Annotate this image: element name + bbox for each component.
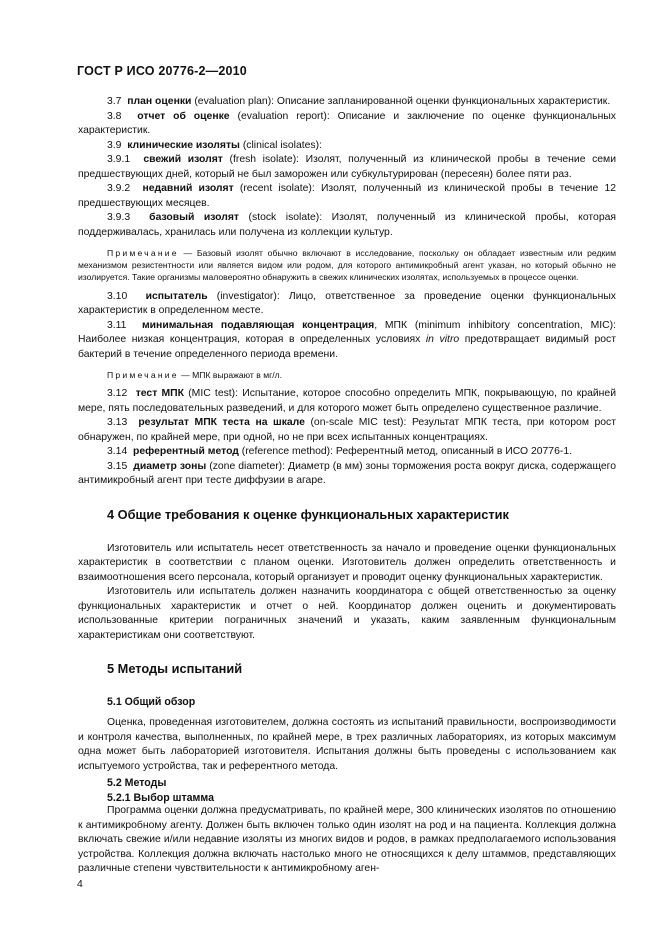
term: референтный метод xyxy=(133,446,239,458)
subsection-5-1-text: Оценка, проведенная изготовителем, должна состоять из испытаний правильности, воспроизводимости и контроля качества, выполненных, по крайней мере, в трех различных лабораториях, из которых максимум одна может быть лабораторией изготовителя. Испытания должны быть проведены с использованием как испытуемого устройства, так и референтного метода. xyxy=(78,717,616,772)
definition-3-10: 3.10 испытатель (investigator): Лицо, ответственное за проведение оценки функциональных характеристик в определенном месте. xyxy=(78,290,616,317)
subsection-5-2-1-text: Программа оценки должна предусматривать, по крайней мере, 300 клинических изолятов по отношению к антимикробному агенту. Должен быть включен только один изолят на род и на пациента. Коллекция должна включать свежие и/или недавние изоляты из многих видов и родов, в рамках предполагаемого использования устройства. Коллекция должна включать настолько много не относящихся к делу штаммов, представляющих различные степени чувствительности к антимикробному аген- xyxy=(78,805,616,875)
term: базовый изолят xyxy=(149,212,240,223)
note-label: Примечание xyxy=(107,248,179,258)
definition-3-7: 3.7 план оценки (evaluation plan): Описание запланированной оценки функциональных характеристик. xyxy=(107,96,611,107)
definition-3-12: 3.12 тест МПК (MIC test): Испытание, которое способно определить МПК, покрывающую, по крайней мере, пять последовательных разведений, и для которого может быть определено существенное различие. xyxy=(78,388,617,414)
definition-3-9-3: 3.9.3 базовый изолят (stock isolate): Изолят, полученный из клинической пробы, которая поддерживалась, хранилась или получена из коллекции культур. xyxy=(78,212,617,238)
term: отчет об оценке xyxy=(137,110,230,122)
term: свежий изолят xyxy=(143,154,223,165)
section-4-heading: 4 Общие требования к оценке функциональных характеристик xyxy=(107,506,509,522)
definition-3-9-2: 3.9.2 недавний изолят (recent isolate): Изолят, полученный из клинической пробы в течение 12 предшествующих месяцев. xyxy=(78,183,617,209)
term: клинические изоляты xyxy=(127,139,240,151)
note-label: Примечание xyxy=(107,370,179,381)
definition-3-8: 3.8 отчет об оценке (evaluation report): Описание и заключение по оценке функциональных характеристик. xyxy=(78,110,616,136)
definition-3-9-1: 3.9.1 свежий изолят (fresh isolate): Изолят, полученный из клинической пробы в течение семи предшествующих дней, который не был заморожен или субкультурирован (пересеян) более пяти раз. xyxy=(78,154,617,180)
term: недавний изолят xyxy=(142,183,234,194)
term: план оценки xyxy=(127,96,192,107)
section-5-heading: 5 Методы испытаний xyxy=(107,661,243,677)
section-4-paragraph: Изготовитель или испытатель должен назначить координатора с общей ответственностью за оценку функциональных характеристик и отчет о ней. Координатор должен оценить и документировать использованные критерии пограничных значений и указать, каким заявленным функциональным характеристикам они соответствуют. xyxy=(78,586,616,641)
definition-3-11: 3.11 минимальная подавляющая концентрация, МПК (minimum inhibitory concentration, MIC): Наиболее низкая концентрация, которая в определенных условиях in vitro предотвращает видимый рост бактерий в течение определенного периода времени. xyxy=(78,319,616,360)
note-stock-isolate: Примечание — Базовый изолят обычно включают в исследование, поскольку он обладает известным или редким механизмом резистентности или является видом или родом, для которого антимикробный агент указан, но который обычно не изолируется. Такие организмы маловероятно обнаружить в свежих клинических изолятах, используемых в процессе оценки. xyxy=(78,248,616,283)
term: тест МПК xyxy=(135,388,184,400)
page-content xyxy=(78,95,616,877)
subsection-5-1-heading: 5.1 Общий обзор xyxy=(107,696,196,709)
definition-3-13: 3.13 результат МПК теста на шкале (on-scale MIC test): Результат МПК теста, при котором рост обнаружен, по крайней мере, при одной, но не при всех испытанных концентрациях. xyxy=(78,417,617,443)
section-4-paragraph: Изготовитель или испытатель несет ответственность за начало и проведение оценки функциональных характеристик в соответствии с планом оценки. Изготовитель должен определить ответственность и взаимоотношения всего персонала, который организует и проводит оценку функциональных характеристик. xyxy=(78,542,616,583)
definition-3-9: 3.9 клинические изоляты (clinical isolates): xyxy=(107,139,322,151)
document-header: ГОСТ Р ИСО 20776-2—2010 xyxy=(77,64,247,78)
term: испытатель xyxy=(145,290,208,302)
definition-3-15: 3.15 диаметр зоны (zone diameter): Диаметр (в мм) зоны торможения роста вокруг диска, содержащего антимикробный агент при тесте диффузии в агаре. xyxy=(78,460,616,487)
subsection-5-2-heading: 5.2 Методы xyxy=(107,777,167,790)
subsection-5-2-1-heading: 5.2.1 Выбор штамма xyxy=(107,792,214,805)
term: результат МПК теста на шкале xyxy=(138,417,305,429)
page-number: 4 xyxy=(77,879,83,890)
term: диаметр зоны xyxy=(133,460,207,472)
term: минимальная подавляющая концентрация xyxy=(141,319,375,331)
note-mic-units: Примечание — МПК выражают в мг/л. xyxy=(107,370,283,381)
definition-3-14: 3.14 референтный метод (reference method): Референтный метод, описанный в ИСО 20776-1. xyxy=(107,446,572,458)
